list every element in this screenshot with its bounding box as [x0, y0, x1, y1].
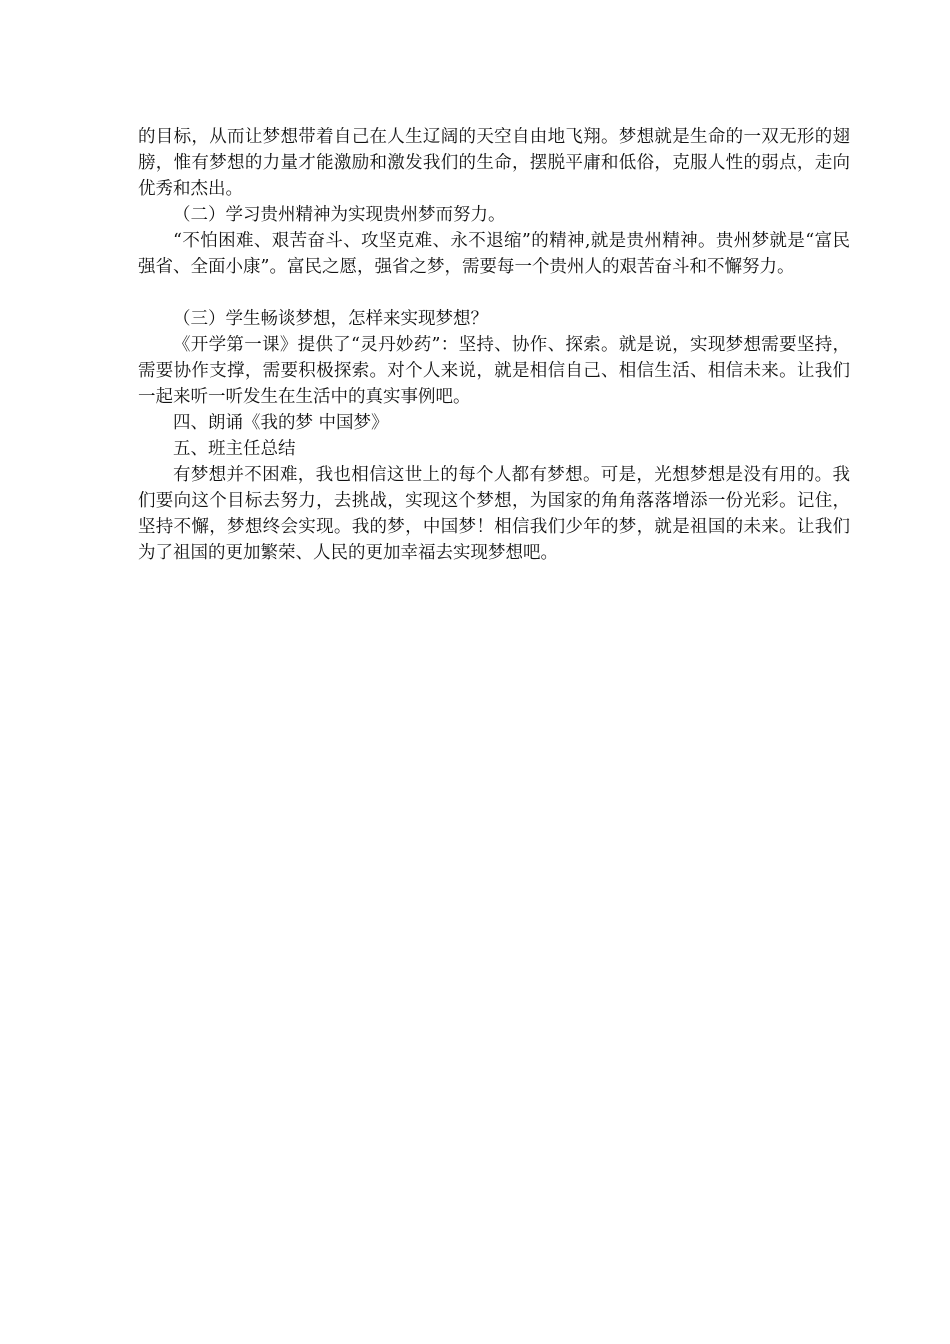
blank-line	[138, 280, 850, 306]
heading-section-2-guizhou-spirit: （二）学习贵州精神为实现贵州梦而努力。	[173, 205, 506, 225]
paragraph-dream-wings: 的目标，从而让梦想带着自己在人生辽阔的天空自由地飞翔。梦想就是生命的一双无形的翅膀，惟有梦想的力量才能激励和激发我们的生命，摆脱平庸和低俗，克服人性的弱点，走向优秀和杰出。	[138, 127, 850, 199]
heading-section-4-recitation: 四、朗诵《我的梦 中国梦》	[173, 413, 389, 433]
paragraph-teacher-summary: 有梦想并不困难，我也相信这世上的每个人都有梦想。可是，光想梦想是没有用的。我们要向这个目标去努力，去挑战，实现这个梦想，为国家的角角落落增添一份光彩。记住，坚持不懈，梦想终会实现。我的梦，中国梦！相信我们少年的梦，就是祖国的未来。让我们为了祖国的更加繁荣、人民的更加幸福去实现梦想吧。	[138, 465, 850, 563]
heading-section-5-summary: 五、班主任总结	[173, 439, 296, 459]
paragraph-guizhou-spirit: “不怕困难、艰苦奋斗、攻坚克难、永不退缩”的精神,就是贵州精神。贵州梦就是“富民强省、全面小康”。富民之愿，强省之梦，需要每一个贵州人的艰苦奋斗和不懈努力。	[138, 231, 850, 277]
document-body	[138, 124, 850, 566]
heading-section-3-students-talk: （三）学生畅谈梦想，怎样来实现梦想？	[173, 309, 488, 329]
paragraph-first-lesson: 《开学第一课》提供了“灵丹妙药”：坚持、协作、探索。就是说，实现梦想需要坚持，需要协作支撑，需要积极探索。对个人来说，就是相信自己、相信生活、相信未来。让我们一起来听一听发生在生活中的真实事例吧。	[138, 335, 850, 407]
